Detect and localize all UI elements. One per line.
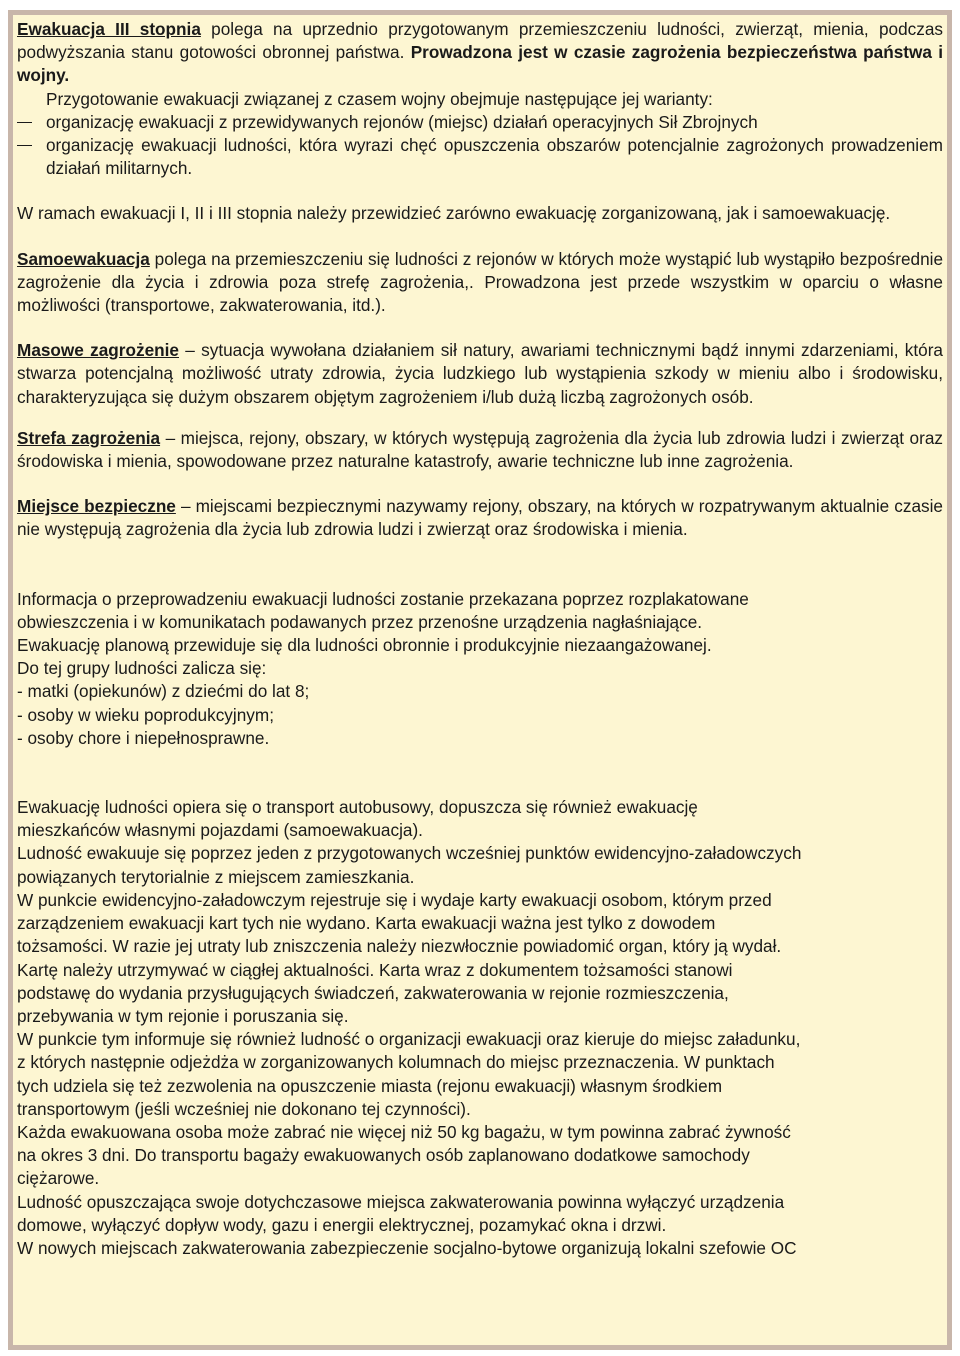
evacuation-3-text: polega na uprzednio przygotowanym przemieszczeniu ludności, zwierząt, mienia, podczas podwyższania stanu gotowości obronnej państwa. [17, 19, 943, 63]
text-line: transportowym (jeśli wcześniej nie dokonano tej czynności). [17, 1098, 471, 1119]
evacuation-3-bold-text: Prowadzona jest w czasie zagrożenia bezpieczeństwa państwa i wojny. [17, 42, 943, 86]
text-line: Ewakuację planową przewiduje się dla ludności obronnie i produkcyjnie niezaangażowanej. [17, 635, 712, 656]
definition-strefa-zagrozenia [17, 427, 943, 473]
text-line: tożsamości. W razie jej utraty lub zniszczenia należy niezwłocznie powiadomić organ, który ją wydał. [17, 936, 782, 957]
text-line: na okres 3 dni. Do transportu bagaży ewakuowanych osób zaplanowano dodatkowe samochody [17, 1145, 750, 1166]
dash-bullet [17, 145, 32, 146]
within-frame-paragraph: W ramach ewakuacji I, II i III stopnia należy przewidzieć zarówno ewakuację zorganizowaną, jak i samoewakuację. [17, 203, 891, 224]
text-line: W nowych miejscach zakwaterowania zabezpieczenie socjalno-bytowe organizują lokalni szefowie OC [17, 1237, 797, 1258]
text-line: podstawę do wydania przysługujących świadczeń, zakwaterowania w rejonie rozmieszczenia, [17, 982, 729, 1003]
term-evacuation-3: Ewakuacja III stopnia [17, 19, 201, 39]
variant-text: organizację ewakuacji ludności, która wyrazi chęć opuszczenia obszarów potencjalnie zagrożonych prowadzeniem działań militarnych. [46, 135, 943, 179]
variant-item [17, 134, 943, 180]
text-line: W punkcie tym informuje się również ludność o organizacji ewakuacji oraz kieruje do miejsc załadunku, [17, 1029, 801, 1050]
document-content [17, 18, 943, 1260]
text-line: ciężarowe. [17, 1168, 100, 1189]
text-line: mieszkańców własnymi pojazdami (samoewakuacja). [17, 820, 423, 841]
evacuation-3-paragraph [17, 18, 943, 88]
text-line: przebywania w tym rejonie i poruszania się. [17, 1005, 349, 1026]
variant-text: organizację ewakuacji z przewidywanych rejonów (miejsc) działań operacyjnych Sił Zbrojnych [46, 111, 758, 132]
text-line: powiązanych terytorialnie z miejscem zamieszkania. [17, 866, 415, 887]
definition-text: – miejsca, rejony, obszary, w których występują zagrożenia dla życia lub zdrowia ludzi i zwierząt oraz środowiska i mienia, spowodowane przez naturalne katastrofy, awarie techniczne lub inne zagrożenia. [17, 427, 943, 472]
text-line: Kartę należy utrzymywać w ciągłej aktualności. Karta wraz z dokumentem tożsamości stanowi [17, 959, 733, 980]
definition-text: – sytuacja wywołana działaniem sił natury, awariami technicznymi bądź innymi zdarzeniami, która stwarza potencjalną możliwość utraty zdrowia, życia ludzkiego lub wystąpienia szkody w mieniu albo i środowisku, charakteryzująca się dużym obszarem objętym zagrożeniem i/lub dużą liczbą zagrożonych osób. [17, 340, 943, 407]
definition-samoewakuacja [17, 248, 943, 318]
text-line: tych udziela się też zezwolenia na opuszczenie miasta (rejonu ewakuacji) własnym środkiem [17, 1075, 723, 1096]
text-line: z których następnie odjeżdża w zorganizowanych kolumnach do miejsc przeznaczenia. W punktach [17, 1052, 775, 1073]
definition-text: polega na przemieszczeniu się ludności z rejonów w których może wystąpić lub wystąpiło bezpośrednie zagrożenie dla życia i zdrowia poza strefę zagrożenia,. Prowadzona jest przede wszystkim w oparciu o własne możliwości (transportowe, zakwaterowania, itd.). [17, 248, 943, 316]
transport-block [17, 796, 943, 1260]
text-line: Ewakuację ludności opiera się o transport autobusowy, dopuszcza się również ewakuację [17, 797, 698, 818]
list-item: - osoby chore i niepełnosprawne. [17, 727, 270, 748]
text-line: obwieszczenia i w komunikatach podawanych przez przenośne urządzenia nagłaśniające. [17, 611, 703, 632]
list-item: - osoby w wieku poprodukcyjnym; [17, 704, 274, 725]
definition-term: Miejsce bezpieczne [17, 496, 176, 517]
definition-term: Masowe zagrożenie [17, 340, 179, 361]
text-line: Do tej grupy ludności zalicza się: [17, 658, 267, 679]
info-block [17, 588, 943, 750]
list-item: - matki (opiekunów) z dziećmi do lat 8; [17, 681, 310, 702]
text-line: Ludność ewakuuje się poprzez jeden z przygotowanych wcześniej punktów ewidencyjno-załadowczych [17, 843, 802, 864]
variant-item [17, 111, 943, 134]
text-line: Informacja o przeprowadzeniu ewakuacji ludności zostanie przekazana poprzez rozplakatowane [17, 588, 749, 609]
text-line: domowe, wyłączyć dopływ wody, gazu i energii elektrycznej, pozamykać okna i drzwi. [17, 1214, 667, 1235]
definition-miejsce-bezpieczne [17, 495, 943, 541]
definition-masowe-zagrozenie [17, 339, 943, 409]
text-line: Ludność opuszczająca swoje dotychczasowe miejsca zakwaterowania powinna wyłączyć urządzenia [17, 1191, 785, 1212]
text-line: zarządzeniem ewakuacji kart tych nie wydano. Karta ewakuacji ważna jest tylko z dowodem [17, 913, 716, 934]
dash-bullet [17, 122, 32, 123]
definition-text: – miejscami bezpiecznymi nazywamy rejony, obszary, na których w rozpatrywanym aktualnie czasie nie występują zagrożenia dla życia lub zdrowia ludzi i zwierząt oraz środowiska i mienia. [17, 496, 943, 540]
text-line: Każda ewakuowana osoba może zabrać nie więcej niż 50 kg bagażu, w tym powinna zabrać żywność [17, 1121, 791, 1142]
definition-term: Strefa zagrożenia [17, 427, 161, 448]
definition-term: Samoewakuacja [17, 248, 150, 269]
variants-intro: Przygotowanie ewakuacji związanej z czasem wojny obejmuje następujące jej warianty: [46, 88, 713, 109]
text-line: W punkcie ewidencyjno-załadowczym rejestruje się i wydaje karty ewakuacji osobom, którym przed [17, 889, 772, 910]
